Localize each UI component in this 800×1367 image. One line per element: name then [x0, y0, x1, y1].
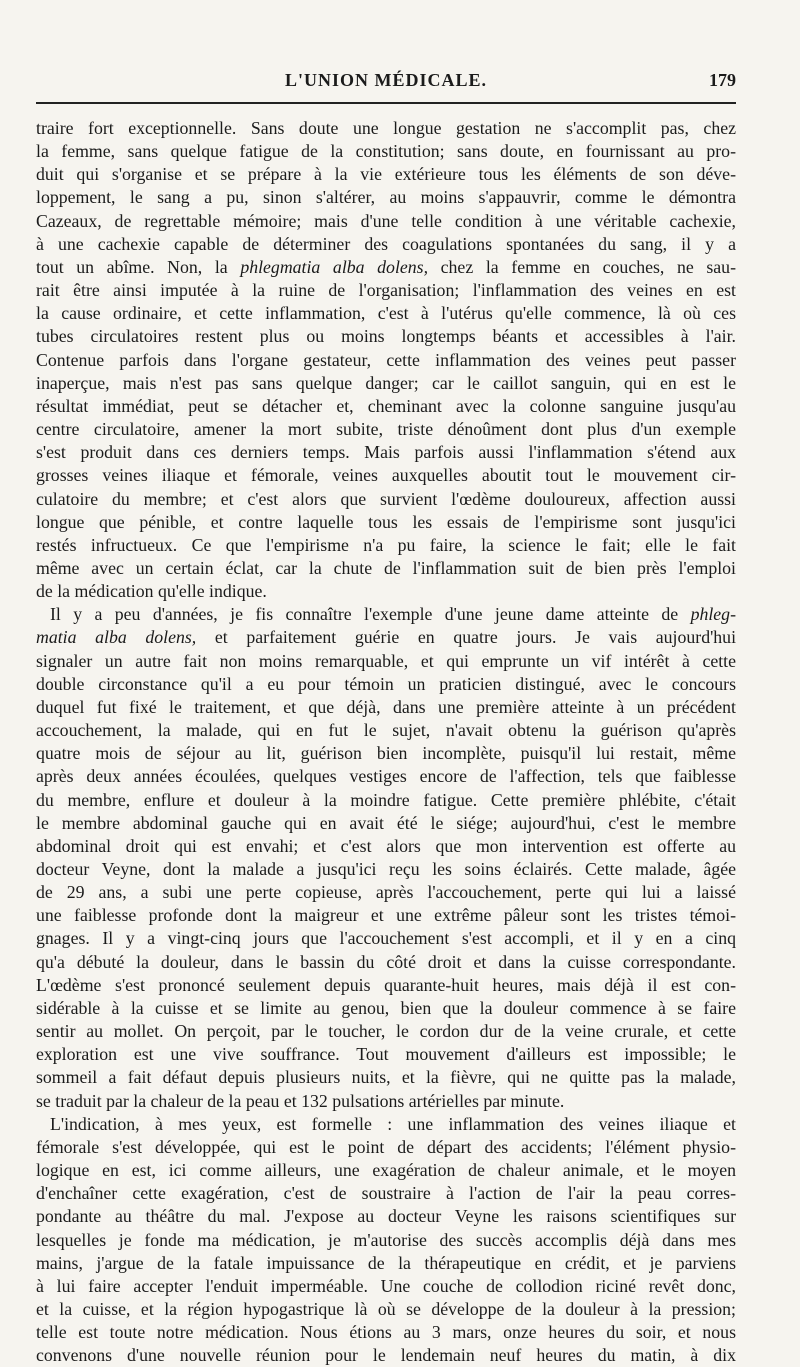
line-text: tubes circulatoires restent plus ou moins longtemps béants et accessibles à l'air. — [36, 326, 736, 347]
line-text: grosses veines iliaque et fémorale, veines auxquelles aboutit tout le mouvement cir- — [36, 465, 736, 486]
line-text: le membre abdominal gauche qui en avait été le siége; aujourd'hui, c'est le membre — [36, 812, 736, 833]
text-line — [36, 325, 736, 348]
text-line — [36, 1043, 736, 1066]
text-line — [36, 835, 736, 858]
text-line — [36, 256, 736, 279]
text-line — [36, 997, 736, 1020]
italic-term: phleg- — [690, 604, 736, 625]
line-text: se traduit par la chaleur de la peau et 132 pulsations artérielles par minute. — [36, 1090, 565, 1111]
line-text: duit qui s'organise et se prépare à la vie extérieure tous les éléments de son déve- — [36, 164, 736, 185]
text-line — [36, 1020, 736, 1043]
text-line — [36, 1159, 736, 1182]
text-line — [36, 626, 736, 649]
line-text: Cazeaux, de regrettable mémoire; mais d'une telle condition à une véritable cachexie, — [36, 210, 736, 231]
line-text: restés infructueux. Ce que l'empirisme n'a pu faire, la science le fait; elle le fait — [36, 534, 736, 555]
line-text: sommeil a fait défaut depuis plusieurs nuits, et la fièvre, qui ne quitte pas la malade, — [36, 1067, 736, 1088]
italic-term: matia alba dolens, — [36, 627, 197, 648]
text-line — [36, 1182, 736, 1205]
line-text: centre circulatoire, amener la mort subite, triste dénoûment dont plus d'un exemple — [36, 419, 736, 440]
line-text: d'enchaîner cette exagération, c'est de soustraire à l'action de l'air la peau corres- — [36, 1183, 736, 1204]
text-line — [36, 464, 736, 487]
line-text: qu'a débuté la douleur, dans le bassin du côté droit et dans la cuisse correspondante. — [36, 951, 736, 972]
text-line — [36, 650, 736, 673]
text-line — [36, 557, 736, 580]
line-text: traire fort exceptionnelle. Sans doute une longue gestation ne s'accomplit pas, chez — [36, 118, 736, 138]
text-line — [36, 789, 736, 812]
line-text: abdominal droit qui est envahi; et c'est alors que mon intervention est offerte au — [36, 835, 736, 856]
line-text: sentir au mollet. On perçoit, par le toucher, le cordon dur de la veine crurale, et cette — [36, 1021, 736, 1042]
text-line — [36, 603, 736, 626]
text-line — [36, 1066, 736, 1089]
text-line — [36, 441, 736, 464]
text-line — [36, 904, 736, 927]
line-text: gnages. Il y a vingt-cinq jours que l'accouchement s'est accompli, et il y en a cinq — [36, 928, 736, 949]
text-line — [36, 951, 736, 974]
line-text: Il y a peu d'années, je fis connaître l'exemple d'une jeune dame atteinte de — [50, 604, 691, 625]
text-line — [36, 1298, 736, 1321]
line-text: même avec un certain éclat, car la chute de l'inflammation suit de bien près l'emploi — [36, 557, 736, 578]
text-line — [36, 1090, 736, 1113]
text-line — [36, 1229, 736, 1252]
text-line — [36, 812, 736, 835]
text-line — [36, 719, 736, 742]
line-text: après deux années écoulées, quelques vestiges encore de l'affection, tels que faiblesse — [36, 766, 736, 787]
text-line — [36, 1205, 736, 1228]
text-line — [36, 488, 736, 511]
text-line — [36, 279, 736, 302]
text-line — [36, 302, 736, 325]
line-text: du membre, enflure et douleur à la moindre fatigue. Cette première phlébite, c'était — [36, 789, 736, 810]
line-text: chez la femme en couches, ne sau- — [428, 256, 736, 277]
text-line — [36, 395, 736, 418]
line-text: de 29 ans, a subi une perte copieuse, après l'accouchement, perte qui lui a laissé — [36, 882, 736, 903]
text-line — [36, 186, 736, 209]
text-line — [36, 117, 736, 140]
line-text: et parfaitement guérie en quatre jours. Je vais aujourd'hui — [196, 627, 736, 648]
page-header — [36, 70, 736, 100]
text-line — [36, 1113, 736, 1136]
line-text: inaperçue, mais n'est pas sans quelque danger; car le caillot sanguin, qui en est le — [36, 372, 736, 393]
text-line — [36, 163, 736, 186]
text-line — [36, 511, 736, 534]
line-text: double circonstance qu'il a eu pour témoin un praticien distingué, avec le concours — [36, 673, 736, 694]
text-line — [36, 1321, 736, 1344]
line-text: la cause ordinaire, et cette inflammation, c'est à l'utérus qu'elle commence, là où ces — [36, 303, 736, 324]
text-line — [36, 742, 736, 765]
text-line — [36, 696, 736, 719]
text-line — [36, 580, 736, 603]
text-line — [36, 372, 736, 395]
text-line — [36, 210, 736, 233]
line-text: tout un abîme. Non, la — [36, 256, 241, 277]
body-text — [36, 117, 736, 1367]
text-line — [36, 418, 736, 441]
line-text: rait être ainsi imputée à la ruine de l'organisation; l'inflammation des veines en est — [36, 280, 736, 301]
line-text: s'est produit dans ces derniers temps. Mais parfois aussi l'inflammation s'étend aux — [36, 442, 736, 463]
text-line — [36, 1344, 736, 1367]
line-text: telle est toute notre médication. Nous étions au 3 mars, onze heures du soir, et nous — [36, 1322, 736, 1343]
line-text: quatre mois de séjour au lit, guérison bien incomplète, puisqu'il lui restait, même — [36, 743, 736, 764]
text-line — [36, 1252, 736, 1275]
line-text: à lui faire accepter l'enduit imperméable. Une couche de collodion riciné revêt donc, — [36, 1275, 736, 1296]
line-text: la femme, sans quelque fatigue de la constitution; sans doute, en fournissant au pro- — [36, 141, 736, 162]
line-text: longue que pénible, et contre laquelle tous les essais de l'empirisme sont jusqu'ici — [36, 511, 736, 532]
text-line — [36, 927, 736, 950]
text-line — [36, 881, 736, 904]
line-text: exploration est une vive souffrance. Tout mouvement d'ailleurs est impossible; le — [36, 1044, 736, 1065]
page-number: 179 — [709, 70, 736, 90]
text-line — [36, 534, 736, 557]
line-text: lesquelles je fonde ma médication, je m'autorise des succès accomplis déjà dans mes — [36, 1229, 736, 1250]
line-text: L'œdème s'est prononcé seulement depuis quarante-huit heures, mais déjà il est con- — [36, 974, 736, 995]
line-text: mains, j'argue de la fatale impuissance de la thérapeutique en crédit, et je parviens — [36, 1252, 736, 1273]
line-text: et la cuisse, et la région hypogastrique là où se développe de la douleur à la pression; — [36, 1298, 736, 1319]
line-text: de la médication qu'elle indique. — [36, 581, 267, 602]
line-text: Contenue parfois dans l'organe gestateur, cette inflammation des veines peut passer — [36, 349, 736, 370]
line-text: loppement, le sang a pu, sinon s'altérer, au moins s'appauvrir, comme le démontra — [36, 187, 736, 208]
line-text: sidérable à la cuisse et se limite au genou, bien que la douleur commence à se faire — [36, 997, 736, 1018]
line-text: une faiblesse profonde dont la maigreur et une extrême pâleur sont les tristes témoi- — [36, 905, 736, 926]
line-text: duquel fut fixé le traitement, et que déjà, dans une première atteinte à un précédent — [36, 696, 736, 717]
header-rule — [36, 102, 736, 104]
text-line — [36, 1275, 736, 1298]
line-text: logique en est, ici comme ailleurs, une exagération de chaleur animale, et le moyen — [36, 1160, 736, 1181]
line-text: signaler un autre fait non moins remarquable, et qui emprunte un vif intérêt à cette — [36, 650, 736, 671]
text-line — [36, 765, 736, 788]
line-text: accouchement, la malade, qui en fut le sujet, n'avait obtenu la guérison qu'après — [36, 720, 736, 741]
text-line — [36, 858, 736, 881]
text-line — [36, 233, 736, 256]
line-text: culatoire du membre; et c'est alors que survient l'œdème douloureux, affection aussi — [36, 488, 736, 509]
running-title: L'UNION MÉDICALE. — [284, 70, 488, 90]
line-text: L'indication, à mes yeux, est formelle : une inflammation des veines iliaque et — [50, 1113, 736, 1134]
line-text: fémorale s'est développée, qui est le point de départ des accidents; l'élément physio- — [36, 1136, 736, 1157]
text-line — [36, 974, 736, 997]
text-line — [36, 673, 736, 696]
italic-term: phlegmatia alba dolens, — [240, 256, 429, 277]
line-text: à une cachexie capable de déterminer des coagulations spontanées du sang, il y a — [36, 233, 736, 254]
text-line — [36, 140, 736, 163]
text-line — [36, 349, 736, 372]
line-text: résultat immédiat, peut se détacher et, cheminant avec la colonne sanguine jusqu'au — [36, 395, 736, 416]
text-line — [36, 1136, 736, 1159]
line-text: docteur Veyne, dont la malade a jusqu'ici reçu les soins éclairés. Cette malade, âgée — [36, 859, 736, 879]
line-text: convenons d'une nouvelle réunion pour le lendemain neuf heures du matin, à dix — [36, 1345, 736, 1366]
line-text: pondante au théâtre du mal. J'expose au docteur Veyne les raisons scientifiques sur — [36, 1206, 736, 1227]
